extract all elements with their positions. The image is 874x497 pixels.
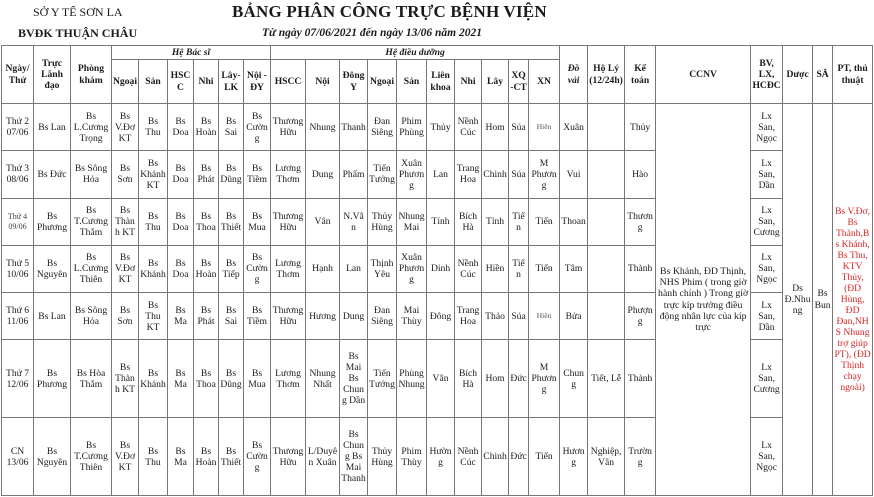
nur-lay-cell: Chinh xyxy=(482,418,509,496)
ketoan-cell: Phượng xyxy=(625,293,656,340)
nur-xqct-cell: Súa xyxy=(509,151,529,198)
clinic-cell: Bs L.Cương Thiên xyxy=(71,245,112,292)
nur-nhi-cell: Trang Hoa xyxy=(455,151,482,198)
nur-dongy-cell: Bs Chung Bs Mai Thanh xyxy=(340,418,368,496)
doc-nhi-cell: Bs Hoàn xyxy=(194,104,219,151)
bv-cell: Lx San, Dần xyxy=(751,151,783,198)
ketoan-cell: Trường xyxy=(625,418,656,496)
doc-noidy-cell: Bs Mua xyxy=(244,340,271,418)
doc-noidy-cell: Bs Cường xyxy=(244,245,271,292)
nur-nhi-cell: Nềnh Cúc xyxy=(455,418,482,496)
doc-noidy-cell: Bs Mua xyxy=(244,198,271,245)
table-row xyxy=(2,104,873,151)
nur-xn-cell: Tiến xyxy=(529,418,560,496)
dovai-cell: Tâm xyxy=(560,245,588,292)
doc-laylk-cell: Bs Thiết xyxy=(219,418,244,496)
nur-lay-cell: Hiền xyxy=(482,245,509,292)
dovai-cell: Chung xyxy=(560,340,588,418)
doc-nhi-cell: Bs Thoa xyxy=(194,340,219,418)
doc-hscc-cell: Bs Doa xyxy=(168,198,194,245)
bv-cell: Lx San, Ngọc xyxy=(751,245,783,292)
bv-cell: Lx San, Cương xyxy=(751,198,783,245)
nur-san-cell: Phim Thùy xyxy=(397,418,427,496)
doc-nhi-cell: Bs Phát xyxy=(194,151,219,198)
leader-cell: Bs Lan xyxy=(34,104,71,151)
nur-lienkhoa-cell: Vân xyxy=(427,340,455,418)
ketoan-cell: Thành xyxy=(625,245,656,292)
col-doc-ngoai: Ngoại xyxy=(112,60,139,104)
nur-lay-cell: Tỉnh xyxy=(482,198,509,245)
doc-ngoai-cell: Bs Thành KT xyxy=(112,340,139,418)
col-duoc: Dược xyxy=(783,46,813,104)
nur-lay-cell: Chinh xyxy=(482,151,509,198)
doc-laylk-cell: Bs Sai xyxy=(219,293,244,340)
nur-dongy-cell: N.Vân xyxy=(340,198,368,245)
doc-nhi-cell: Bs Thoa xyxy=(194,198,219,245)
holy-cell xyxy=(588,151,625,198)
nur-dongy-cell: Phẩm xyxy=(340,151,368,198)
doc-san-cell: Bs Thu xyxy=(139,198,168,245)
doc-laylk-cell: Bs Dũng xyxy=(219,151,244,198)
doc-hscc-cell: Bs Doa xyxy=(168,104,194,151)
day-cell: Thứ 2 07/06 xyxy=(2,104,34,151)
bv-cell: Lx San, Ngọc xyxy=(751,418,783,496)
nur-noi-cell: Vân xyxy=(306,198,340,245)
doc-laylk-cell: Bs Thiết xyxy=(219,198,244,245)
clinic-cell: Bs T.Cương Thiên xyxy=(71,418,112,496)
clinic-cell: Bs Hòa Thắm xyxy=(71,340,112,418)
nur-nhi-cell: Nềnh Cúc xyxy=(455,104,482,151)
nur-san-cell: Phùng Nhung xyxy=(397,340,427,418)
col-nur-hscc: HSCC xyxy=(271,60,306,104)
nur-dongy-cell: Dung xyxy=(340,293,368,340)
nur-xn-cell: Hiên xyxy=(529,293,560,340)
nur-noi-cell: Nhung Nhất xyxy=(306,340,340,418)
nur-hscc-cell: Thương Hữu xyxy=(271,198,306,245)
col-nur-xqct: XQ-CT xyxy=(509,60,529,104)
day-cell: Thứ 3 08/06 xyxy=(2,151,34,198)
nur-lienkhoa-cell: Lan xyxy=(427,151,455,198)
holy-cell: Nghiệp, Vân xyxy=(588,418,625,496)
document-title: BẢNG PHÂN CÔNG TRỰC BỆNH VIỆN xyxy=(232,2,547,21)
leader-cell: Bs Đức xyxy=(34,151,71,198)
nur-xqct-cell: Súa xyxy=(509,293,529,340)
col-bv: BV, LX, HCĐC xyxy=(751,46,783,104)
nur-noi-cell: Dung xyxy=(306,151,340,198)
col-nur-san: Sản xyxy=(397,60,427,104)
doc-hscc-cell: Bs Ma xyxy=(168,418,194,496)
duty-roster-table xyxy=(1,45,873,496)
nurse-group-header: Hệ điều dưỡng xyxy=(271,46,560,60)
nur-nhi-cell: Nềnh Cúc xyxy=(455,245,482,292)
col-nur-nhi: Nhi xyxy=(455,60,482,104)
ketoan-cell: Hào xyxy=(625,151,656,198)
clinic-cell: Bs T.Cương Thắm xyxy=(71,198,112,245)
nur-noi-cell: Hương xyxy=(306,293,340,340)
nur-lienkhoa-cell: Dinh xyxy=(427,245,455,292)
bv-cell: Lx San, Ngọc xyxy=(751,104,783,151)
leader-cell: Bs Nguyên xyxy=(34,418,71,496)
nur-ngoai-cell: Thủy Hùng xyxy=(368,198,397,245)
doc-ngoai-cell: Bs V.Đơ KT xyxy=(112,418,139,496)
col-nur-lay: Lây xyxy=(482,60,509,104)
nur-san-cell: Nhung Mai xyxy=(397,198,427,245)
col-ketoan: Kế toán xyxy=(625,46,656,104)
department-name: SỞ Y TẾ SƠN LA xyxy=(33,5,123,19)
dovai-cell: Thoan xyxy=(560,198,588,245)
holy-cell xyxy=(588,245,625,292)
nur-xqct-cell: Tiến xyxy=(509,245,529,292)
nur-san-cell: Xuân Phương xyxy=(397,245,427,292)
doc-san-cell: Bs Thu xyxy=(139,104,168,151)
nur-ngoai-cell: Thịnh Yêu xyxy=(368,245,397,292)
nur-san-cell: Phim Phùng xyxy=(397,104,427,151)
sa-merged-cell: Bs Bun xyxy=(813,104,833,496)
col-doc-hscc: HSCC xyxy=(168,60,194,104)
nur-hscc-cell: Lương Thơm xyxy=(271,151,306,198)
col-doc-san: Sản xyxy=(139,60,168,104)
nur-hscc-cell: Thương Hữu xyxy=(271,418,306,496)
nur-ngoai-cell: Đan Siêng xyxy=(368,104,397,151)
nur-nhi-cell: Bích Hà xyxy=(455,198,482,245)
dovai-cell: Xuân xyxy=(560,104,588,151)
nur-lay-cell: Thảo xyxy=(482,293,509,340)
day-cell: Thứ 4 09/06 xyxy=(2,198,34,245)
holy-cell xyxy=(588,198,625,245)
doc-ngoai-cell: Bs V.Đơ KT xyxy=(112,104,139,151)
doc-san-cell: Bs Khánh KT xyxy=(139,151,168,198)
date-range: Từ ngày 07/06/2021 đến ngày 13/06 năm 2021 xyxy=(262,27,482,39)
doc-laylk-cell: Bs Sai xyxy=(219,104,244,151)
duoc-merged-cell: Ds Đ.Nhung xyxy=(783,104,813,496)
doc-noidy-cell: Bs Tiềm xyxy=(244,151,271,198)
col-clinic: Phòng khám xyxy=(71,46,112,104)
doc-san-cell: Bs Khánh xyxy=(139,245,168,292)
nur-noi-cell: Nhung xyxy=(306,104,340,151)
dovai-cell: Bửa xyxy=(560,293,588,340)
nur-dongy-cell: Thanh xyxy=(340,104,368,151)
doc-san-cell: Bs Thu KT xyxy=(139,293,168,340)
dovai-cell: Hương xyxy=(560,418,588,496)
holy-cell: Tiết, Lễ xyxy=(588,340,625,418)
clinic-cell: Bs Sông Hỏa xyxy=(71,293,112,340)
col-nur-lienkhoa: Liên khoa xyxy=(427,60,455,104)
col-doc-nhi: Nhi xyxy=(194,60,219,104)
nur-ngoai-cell: Tiến Tưởng xyxy=(368,151,397,198)
doc-nhi-cell: Bs Hoàn xyxy=(194,245,219,292)
nur-dongy-cell: Lan xyxy=(340,245,368,292)
nur-lay-cell: Hom xyxy=(482,340,509,418)
nur-noi-cell: L/Duyên Xuân xyxy=(306,418,340,496)
ketoan-cell: Thương xyxy=(625,198,656,245)
col-nur-xn: XN xyxy=(529,60,560,104)
doctor-group-header: Hệ Bác sĩ xyxy=(112,46,271,60)
doc-nhi-cell: Bs Phát xyxy=(194,293,219,340)
leader-cell: Bs Phương xyxy=(34,340,71,418)
leader-cell: Bs Nguyên xyxy=(34,245,71,292)
nur-lienkhoa-cell: Hường xyxy=(427,418,455,496)
holy-cell xyxy=(588,104,625,151)
clinic-cell: Bs L.Cương Trọng xyxy=(71,104,112,151)
nur-hscc-cell: Lương Thơm xyxy=(271,245,306,292)
nur-dongy-cell: Bs Mai Bs Chung Dần xyxy=(340,340,368,418)
col-ccnv: CCNV xyxy=(656,46,751,104)
doc-san-cell: Bs Khánh xyxy=(139,340,168,418)
nur-lay-cell: Hom xyxy=(482,104,509,151)
doc-ngoai-cell: Bs Sơn xyxy=(112,293,139,340)
day-cell: Thứ 7 12/06 xyxy=(2,340,34,418)
nur-hscc-cell: Lương Thơm xyxy=(271,340,306,418)
nur-ngoai-cell: Đan Siêng xyxy=(368,293,397,340)
nur-xn-cell: M Phương xyxy=(529,340,560,418)
pt-merged-cell: Bs V.Đơ, Bs Thành,Bs Khánh, Bs Thu, KTV Thủy, (ĐD Hùng, ĐD Đan,NHS Nhung trợ giúp PT), (ĐD Thịnh chạy ngoài) xyxy=(833,104,873,496)
doc-hscc-cell: Bs Doa xyxy=(168,245,194,292)
day-cell: Thứ 6 11/06 xyxy=(2,293,34,340)
nur-xn-cell: Tiến xyxy=(529,245,560,292)
col-doc-noidy: Nội - ĐY xyxy=(244,60,271,104)
col-sa: SÂ xyxy=(813,46,833,104)
doc-nhi-cell: Bs Hoàn xyxy=(194,418,219,496)
doc-hscc-cell: Bs Ma xyxy=(168,340,194,418)
nur-lienkhoa-cell: Đông xyxy=(427,293,455,340)
doc-hscc-cell: Bs Ma xyxy=(168,293,194,340)
nur-xqct-cell: Đức xyxy=(509,418,529,496)
doc-noidy-cell: Bs Cường xyxy=(244,104,271,151)
nur-xn-cell: Hiên xyxy=(529,104,560,151)
document-header xyxy=(0,0,874,45)
nur-hscc-cell: Thương Hữu xyxy=(271,293,306,340)
ketoan-cell: Thành xyxy=(625,340,656,418)
bv-cell: Lx San, Cương xyxy=(751,340,783,418)
leader-cell: Bs Lan xyxy=(34,293,71,340)
doc-ngoai-cell: Bs V.Đơ KT xyxy=(112,245,139,292)
nur-nhi-cell: Bích Hà xyxy=(455,340,482,418)
nur-san-cell: Mai Thùy xyxy=(397,293,427,340)
nur-noi-cell: Hạnh xyxy=(306,245,340,292)
nur-xn-cell: M Phương xyxy=(529,151,560,198)
doc-laylk-cell: Bs Dũng xyxy=(219,340,244,418)
col-nur-noi: Nội xyxy=(306,60,340,104)
doc-noidy-cell: Bs Tiềm xyxy=(244,293,271,340)
nur-xqct-cell: Đức xyxy=(509,340,529,418)
nur-xqct-cell: Súa xyxy=(509,104,529,151)
nur-xqct-cell: Tiến xyxy=(509,198,529,245)
doc-hscc-cell: Bs Doa xyxy=(168,151,194,198)
col-dovai: Đồ vải xyxy=(560,46,588,104)
day-cell: CN 13/06 xyxy=(2,418,34,496)
col-holy: Hộ Lý (12/24h) xyxy=(588,46,625,104)
nur-hscc-cell: Thương Hữu xyxy=(271,104,306,151)
nur-san-cell: Xuân Phương xyxy=(397,151,427,198)
col-nur-dongy: Đông Y xyxy=(340,60,368,104)
nur-lienkhoa-cell: Tính xyxy=(427,198,455,245)
col-doc-laylk: Lây-LK xyxy=(219,60,244,104)
nur-lienkhoa-cell: Thủy xyxy=(427,104,455,151)
doc-ngoai-cell: Bs Thành KT xyxy=(112,198,139,245)
day-cell: Thứ 5 10/06 xyxy=(2,245,34,292)
doc-san-cell: Bs Thu xyxy=(139,418,168,496)
col-pt: PT, thủ thuật xyxy=(833,46,873,104)
holy-cell xyxy=(588,293,625,340)
col-day: Ngày/ Thứ xyxy=(2,46,34,104)
clinic-cell: Bs Sông Hỏa xyxy=(71,151,112,198)
ketoan-cell: Thủy xyxy=(625,104,656,151)
col-leader: Trực Lãnh đạo xyxy=(34,46,71,104)
doc-ngoai-cell: Bs Sơn xyxy=(112,151,139,198)
nur-ngoai-cell: Thủy Hùng xyxy=(368,418,397,496)
bv-cell: Lx San, Dần xyxy=(751,293,783,340)
doc-laylk-cell: Bs Tiếp xyxy=(219,245,244,292)
doc-noidy-cell: Bs Cường xyxy=(244,418,271,496)
dovai-cell: Vui xyxy=(560,151,588,198)
ccnv-merged-cell: Bs Khánh, ĐD Thịnh, NHS Phim ( trong giờ hành chính ) Trong giờ trực kíp trưởng điều động nhân lực của kíp trực xyxy=(656,104,751,496)
nur-xn-cell: Tiến xyxy=(529,198,560,245)
leader-cell: Bs Phương xyxy=(34,198,71,245)
col-nur-ngoai: Ngoại xyxy=(368,60,397,104)
hospital-name: BVĐK THUẬN CHÂU xyxy=(18,26,138,40)
nur-nhi-cell: Trang Hoa xyxy=(455,293,482,340)
nur-ngoai-cell: Tiến Tưởng xyxy=(368,340,397,418)
